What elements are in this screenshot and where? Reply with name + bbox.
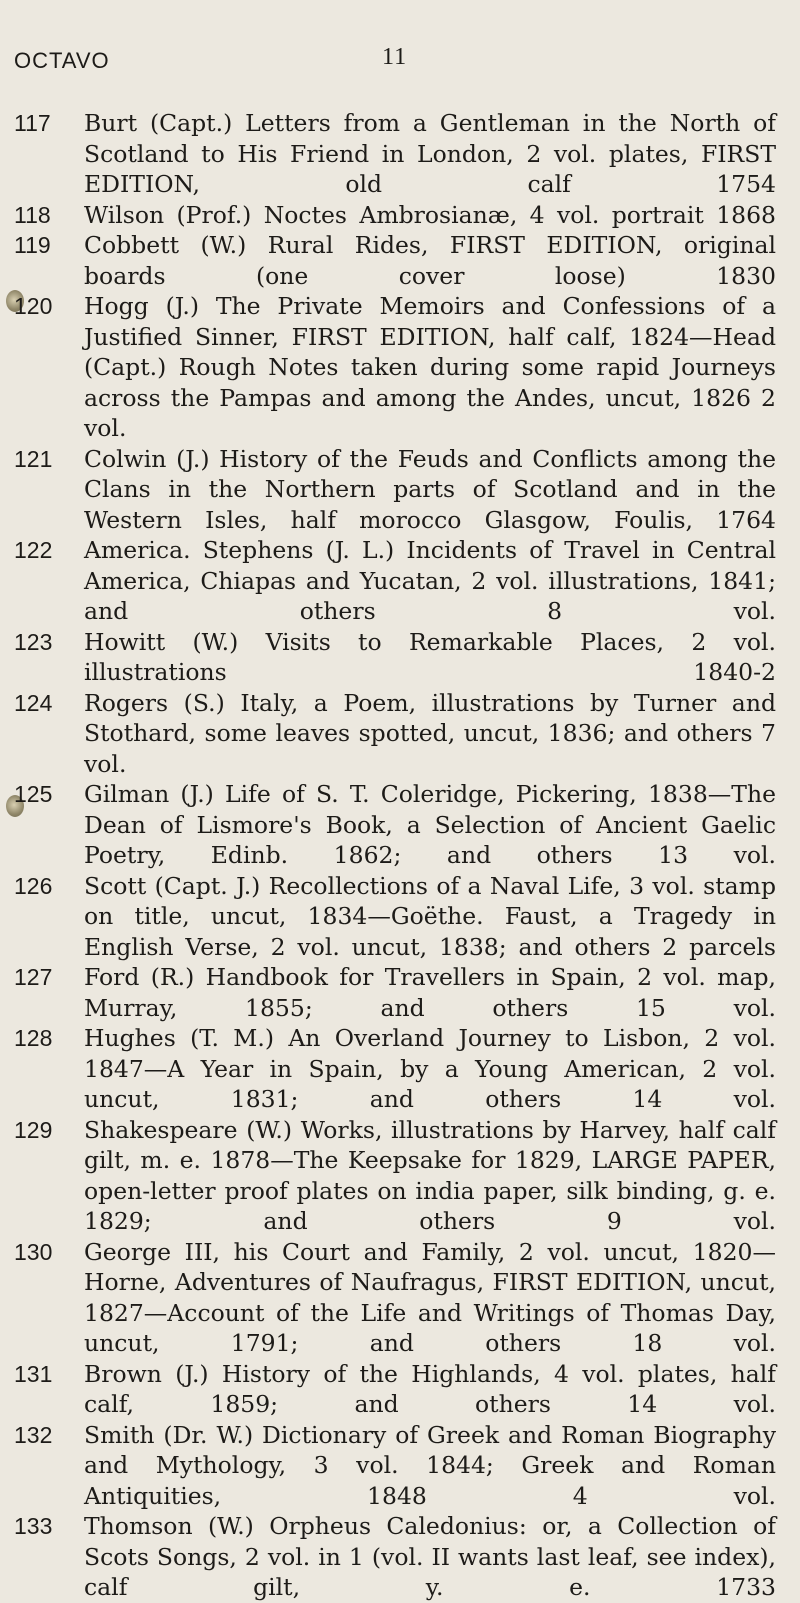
lot-entry [0,1237,800,1359]
lot-number: 125 [14,781,53,807]
lot-description: Shakespeare (W.) Works, illustrations by Harvey, half calf gilt, m. e. 1878—The Keepsake for 1829, LARGE PAPER, open-letter proof plates on india paper, silk binding, g. e. 1829; and others 9 vol. [84,1115,776,1235]
lot-entry [0,962,800,1023]
lot-number: 127 [14,964,53,990]
page-number: 11 [382,44,408,70]
lot-entry [0,1511,800,1603]
lot-number: 122 [14,537,53,563]
lot-description: Smith (Dr. W.) Dictionary of Greek and Roman Biography and Mythology, 3 vol. 1844; Greek and Roman Antiquities, 1848 4 vol. [84,1420,776,1510]
lot-number: 119 [14,232,51,258]
lot-description: Colwin (J.) History of the Feuds and Conflicts among the Clans in the Northern parts of Scotland and in the Western Isles, half morocco Glasgow, Foulis, 1764 [84,444,776,534]
lot-entry [0,779,800,871]
lot-entry [0,108,800,200]
lot-description: Gilman (J.) Life of S. T. Coleridge, Pickering, 1838—The Dean of Lismore's Book, a Selection of Ancient Gaelic Poetry, Edinb. 1862; and others 13 vol. [84,780,776,869]
lot-number: 124 [14,689,53,716]
lot-description: Brown (J.) History of the Highlands, 4 vol. plates, half calf, 1859; and others 14 vol. [84,1359,776,1418]
lot-entry [0,1420,800,1512]
lot-number: 123 [14,628,53,655]
lot-number: 121 [14,445,53,472]
lot-number: 128 [14,1025,53,1051]
lot-entry [0,200,800,231]
lot-description: George III, his Court and Family, 2 vol. uncut, 1820—Horne, Adventures of Naufragus, FIRST EDITION, uncut, 1827—Account of the Life and Writings of Thomas Day, uncut, 1791; and others 18 vol. [84,1237,776,1357]
lot-entry [0,444,800,536]
lot-entry [0,230,800,291]
lot-description: Howitt (W.) Visits to Remarkable Places, 2 vol. illustrations 1840-2 [84,627,776,686]
lot-description: Thomson (W.) Orpheus Caledonius: or, a Collection of Scots Songs, 2 vol. in 1 (vol. II wants last leaf, see index), calf gilt, y. e. 1733 [84,1512,776,1601]
lot-number: 120 [14,293,53,319]
lot-number: 117 [14,110,51,136]
lot-entry [0,688,800,780]
lot-number: 132 [14,1421,53,1448]
lot-description: Hughes (T. M.) An Overland Journey to Lisbon, 2 vol. 1847—A Year in Spain, by a Young American, 2 vol. uncut, 1831; and others 14 vol. [84,1024,776,1113]
lot-number: 130 [14,1238,53,1265]
lot-entry [0,1023,800,1115]
lot-description: Scott (Capt. J.) Recollections of a Naval Life, 3 vol. stamp on title, uncut, 1834—Goëthe. Faust, a Tragedy in English Verse, 2 vol. uncut, 1838; and others 2 parcels [84,871,776,961]
lot-number: 129 [14,1116,53,1143]
lot-description: Hogg (J.) The Private Memoirs and Confessions of a Justified Sinner, FIRST EDITION, half calf, 1824—Head (Capt.) Rough Notes taken during some rapid Journeys across the Pampas and among the Andes, uncut, 1826 2 vol. [84,292,776,442]
lot-number: 133 [14,1513,53,1539]
lot-number: 126 [14,872,53,899]
lot-number: 131 [14,1360,53,1387]
section-heading: OCTAVO [14,48,110,73]
lot-entry [0,1359,800,1420]
lot-entry [0,871,800,963]
lot-description: Rogers (S.) Italy, a Poem, illustrations by Turner and Stothard, some leaves spotted, uncut, 1836; and others 7 vol. [84,688,776,778]
lot-description: Cobbett (W.) Rural Rides, FIRST EDITION, original boards (one cover loose) 1830 [84,231,776,290]
lot-number: 118 [14,201,51,228]
lot-description: Wilson (Prof.) Noctes Ambrosianæ, 4 vol. portrait 1868 [84,200,776,229]
lot-entry [0,1115,800,1237]
lot-description: America. Stephens (J. L.) Incidents of Travel in Central America, Chiapas and Yucatan, 2 vol. illustrations, 1841; and others 8 vol. [84,536,776,625]
lot-entry [0,535,800,627]
lot-description: Ford (R.) Handbook for Travellers in Spain, 2 vol. map, Murray, 1855; and others 15 vol. [84,963,776,1022]
lot-list [0,108,800,1603]
page-header [0,44,800,84]
lot-entry [0,291,800,444]
lot-description: Burt (Capt.) Letters from a Gentleman in the North of Scotland to His Friend in London, 2 vol. plates, FIRST EDITION, old calf 1754 [84,109,776,198]
lot-entry [0,627,800,688]
